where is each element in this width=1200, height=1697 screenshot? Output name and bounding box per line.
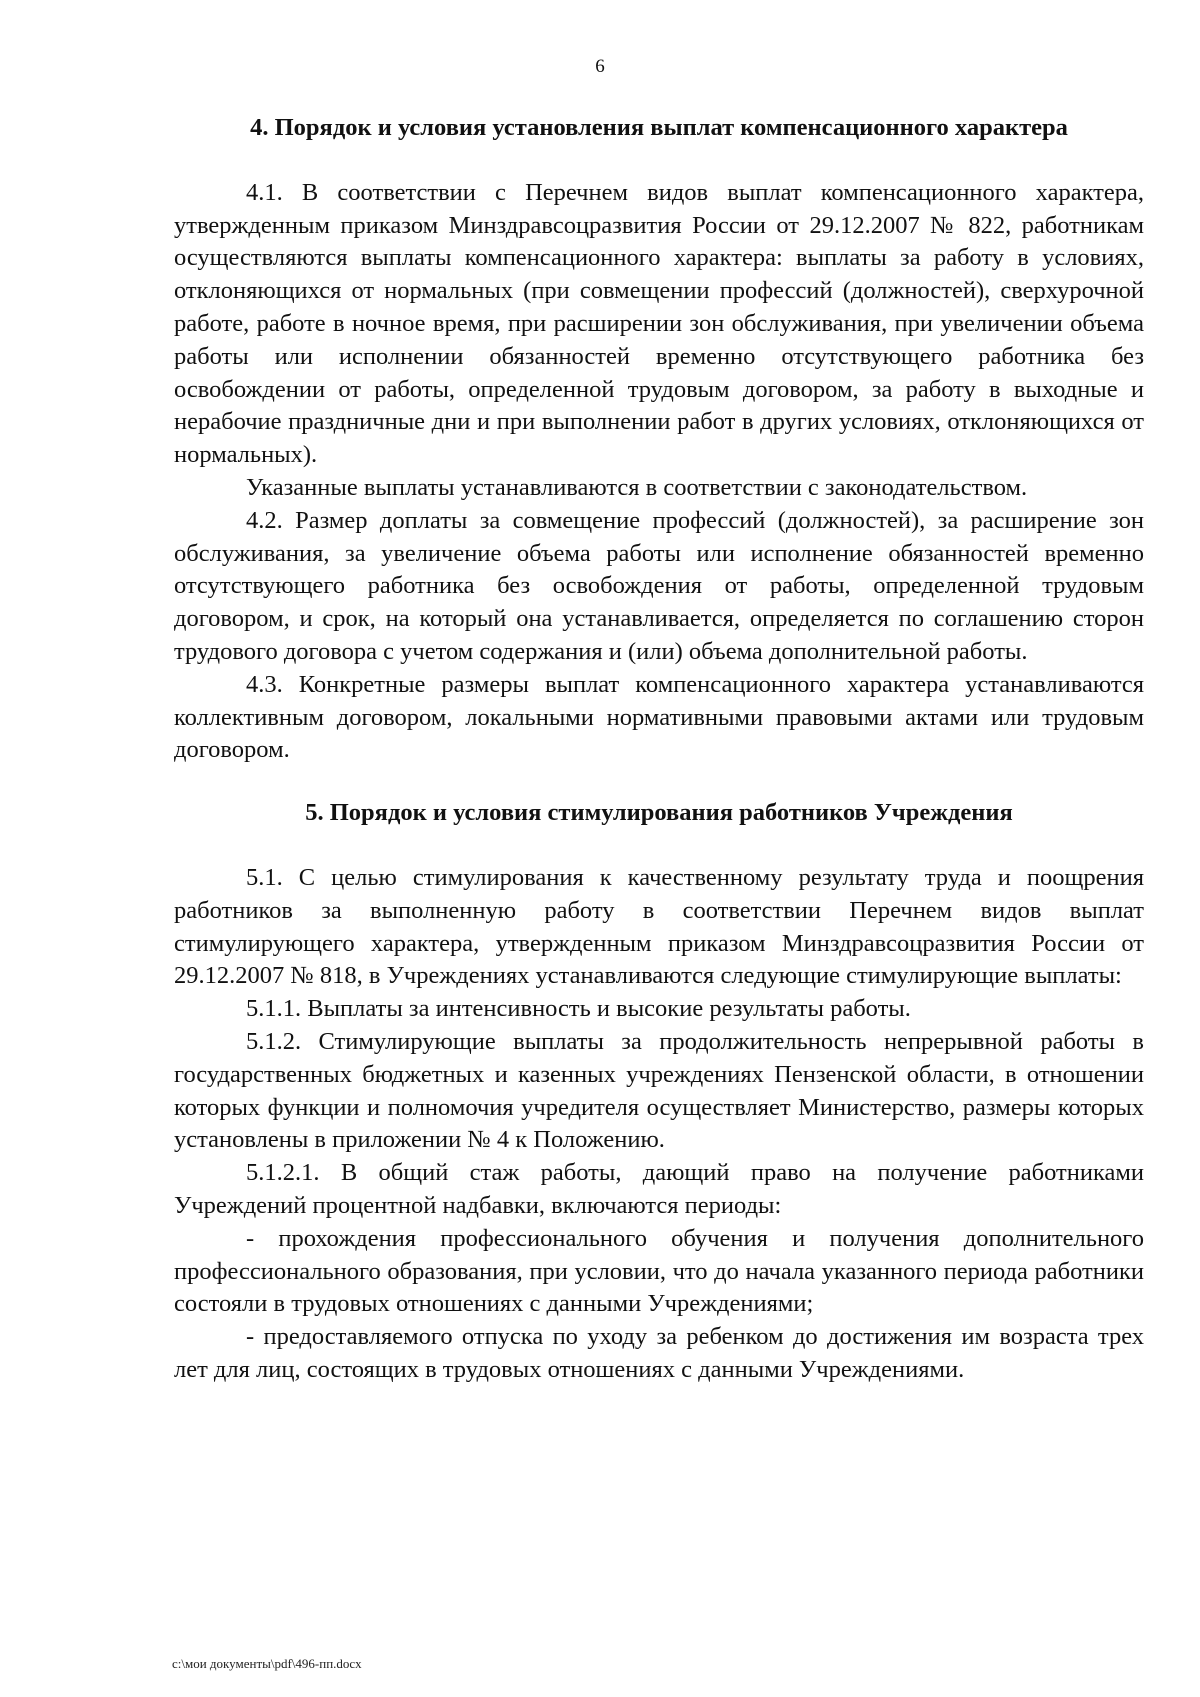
paragraph-5-1: 5.1. С целью стимулирования к качественному результату труда и поощрения работников за выполненную работу в соответствии Перечнем видов выплат стимулирующего характера, утвержденным приказом Минздравсоцразвития России от 29.12.2007 № 818, в Учреждениях устанавливаются следующие стимулирующие выплаты:	[174, 863, 1144, 990]
paragraph-5-1-2-1: 5.1.2.1. В общий стаж работы, дающий право на получение работниками Учреждений процентной надбавки, включаются периоды:	[174, 1159, 1144, 1219]
paragraph-5-1-1: 5.1.1. Выплаты за интенсивность и высокие результаты работы.	[246, 995, 911, 1023]
paragraph-4-3: 4.3. Конкретные размеры выплат компенсационного характера устанавливаются коллективным договором, локальными нормативными правовыми актами или трудовым договором.	[174, 670, 1144, 764]
paragraph-4-1-note: Указанные выплаты устанавливаются в соответствии с законодательством.	[246, 473, 1028, 501]
footer-file-path: c:\мои документы\pdf\496-пп.docx	[172, 1656, 362, 1671]
section-4-title: 4. Порядок и условия установления выплат компенсационного характера	[250, 114, 1068, 141]
paragraph-5-1-2: 5.1.2. Стимулирующие выплаты за продолжительность непрерывной работы в государственных бюджетных и казенных учреждениях Пензенской области, в отношении которых функции и полномочия учредителя осуществляет Министерство, размеры которых установлены в приложении № 4 к Положению.	[174, 1027, 1144, 1154]
list-item-training: - прохождения профессионального обучения и получения дополнительного профессионального образования, при условии, что до начала указанного периода работники состояли в трудовых отношениях с данными Учреждениями;	[174, 1224, 1144, 1318]
list-item-childcare-leave: - предоставляемого отпуска по уходу за ребенком до достижения им возраста трех лет для лиц, состоящих в трудовых отношениях с данными Учреждениями.	[174, 1323, 1144, 1383]
section-5-title: 5. Порядок и условия стимулирования работников Учреждения	[305, 799, 1013, 827]
page-number: 6	[595, 56, 605, 77]
document-body	[174, 112, 1144, 1387]
paragraph-4-2: 4.2. Размер доплаты за совмещение профессий (должностей), за расширение зон обслуживания, за увеличение объема работы или исполнение обязанностей временно отсутствующего работника без освобождения от работы, определенной трудовым договором, и срок, на который она устанавливается, определяется по соглашению сторон трудового договора с учетом содержания и (или) объема дополнительной работы.	[174, 506, 1144, 665]
paragraph-4-1: 4.1. В соответствии с Перечнем видов выплат компенсационного характера, утвержденным приказом Минздравсоцразвития России от 29.12.2007 № 822, работникам осуществляются выплаты компенсационного характера: выплаты за работу в условиях, отклоняющихся от нормальных (при совмещении профессий (должностей), сверхурочной работе, работе в ночное время, при расширении зон обслуживания, при увеличении объема работы или исполнении обязанностей временно отсутствующего работника без освобождении от работы, определенной трудовым договором, за работу в выходные и нерабочие праздничные дни и при выполнении работ в других условиях, отклоняющихся от нормальных).	[174, 178, 1144, 469]
